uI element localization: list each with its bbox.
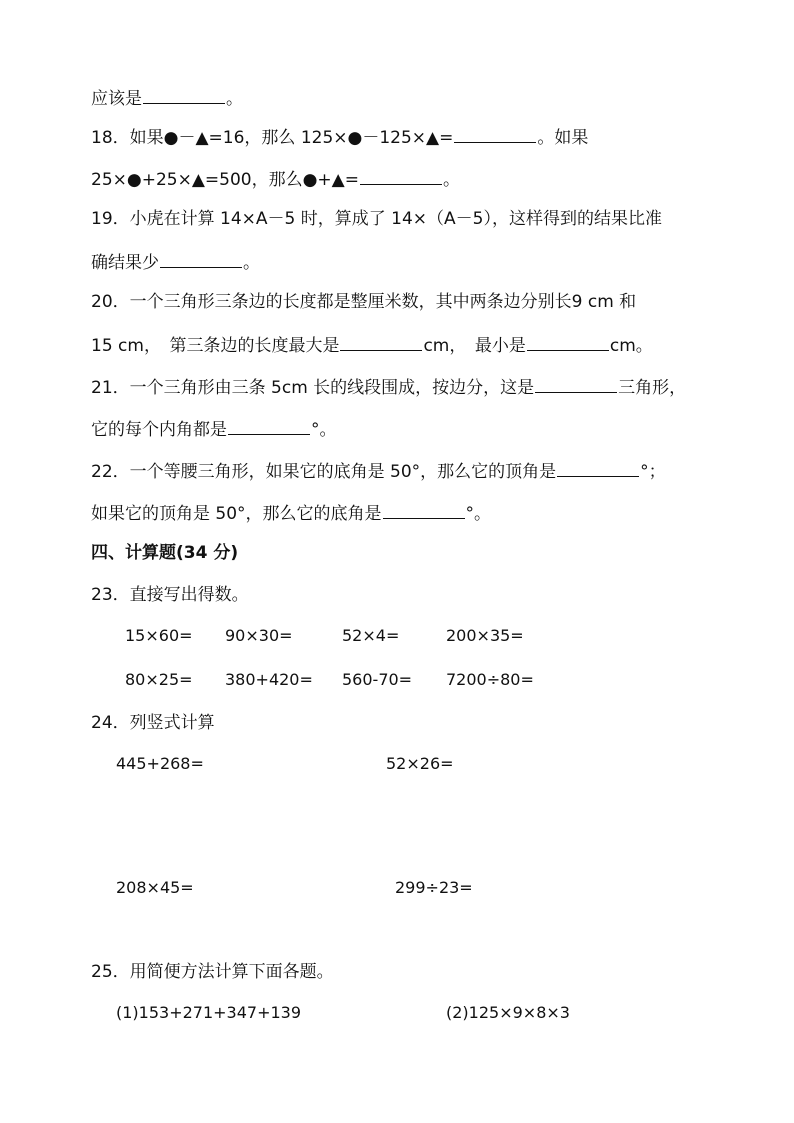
q18-line2: 25×●+25×▲=500，那么●+▲= 。 (91, 166, 460, 192)
q24-title: 24．列竖式计算 (91, 713, 215, 733)
vertical-calc-item: 52×26= (386, 754, 454, 773)
answer-blank[interactable] (454, 124, 536, 143)
section-heading: 四、计算题(34 分) (91, 543, 239, 563)
oral-calc-item: 52×4= (342, 626, 400, 645)
q19-line2: 确结果少 。 (91, 249, 260, 275)
answer-blank[interactable] (228, 416, 310, 435)
oral-calc-item: 200×35= (446, 626, 524, 645)
q23-title: 23．直接写出得数。 (91, 585, 249, 605)
oral-calc-item: 380+420= (225, 670, 313, 689)
q21-line1: 21．一个三角形由三条 5cm 长的线段围成，按边分，这是 三角形， (91, 374, 686, 400)
q17-tail: 应该是 。 (91, 85, 243, 111)
answer-blank[interactable] (527, 332, 609, 351)
answer-blank[interactable] (535, 374, 617, 393)
q20-line2: 15 cm， 第三条边的长度最大是 cm， 最小是 cm。 (91, 332, 653, 358)
q25-title: 25．用简便方法计算下面各题。 (91, 962, 334, 982)
vertical-calc-item: 445+268= (116, 754, 204, 773)
oral-calc-item: 560-70= (342, 670, 413, 689)
vertical-calc-item: 299÷23= (395, 878, 473, 897)
vertical-calc-item: 208×45= (116, 878, 194, 897)
oral-calc-item: 80×25= (125, 670, 193, 689)
q22-line2: 如果它的顶角是 50°，那么它的底角是 °。 (91, 500, 491, 526)
oral-calc-item: 7200÷80= (446, 670, 534, 689)
answer-blank[interactable] (340, 332, 422, 351)
answer-blank[interactable] (143, 85, 225, 104)
answer-blank[interactable] (360, 166, 442, 185)
q18-line1: 18．如果●－▲=16，那么 125×●－125×▲= 。如果 (91, 124, 588, 150)
oral-calc-item: 90×30= (225, 626, 293, 645)
oral-calc-item: 15×60= (125, 626, 193, 645)
answer-blank[interactable] (557, 458, 639, 477)
answer-blank[interactable] (383, 500, 465, 519)
q22-line1: 22．一个等腰三角形，如果它的底角是 50°，那么它的顶角是 °； (91, 458, 666, 484)
q20-line1: 20．一个三角形三条边的长度都是整厘米数，其中两条边分别长9 cm 和 (91, 292, 637, 312)
simplify-calc-item: (1)153+271+347+139 (116, 1003, 302, 1022)
q19-line1: 19．小虎在计算 14×A－5 时，算成了 14×（A－5），这样得到的结果比准 (91, 209, 662, 229)
answer-blank[interactable] (160, 249, 242, 268)
simplify-calc-item: (2)125×9×8×3 (446, 1003, 570, 1022)
q21-line2: 它的每个内角都是 °。 (91, 416, 337, 442)
